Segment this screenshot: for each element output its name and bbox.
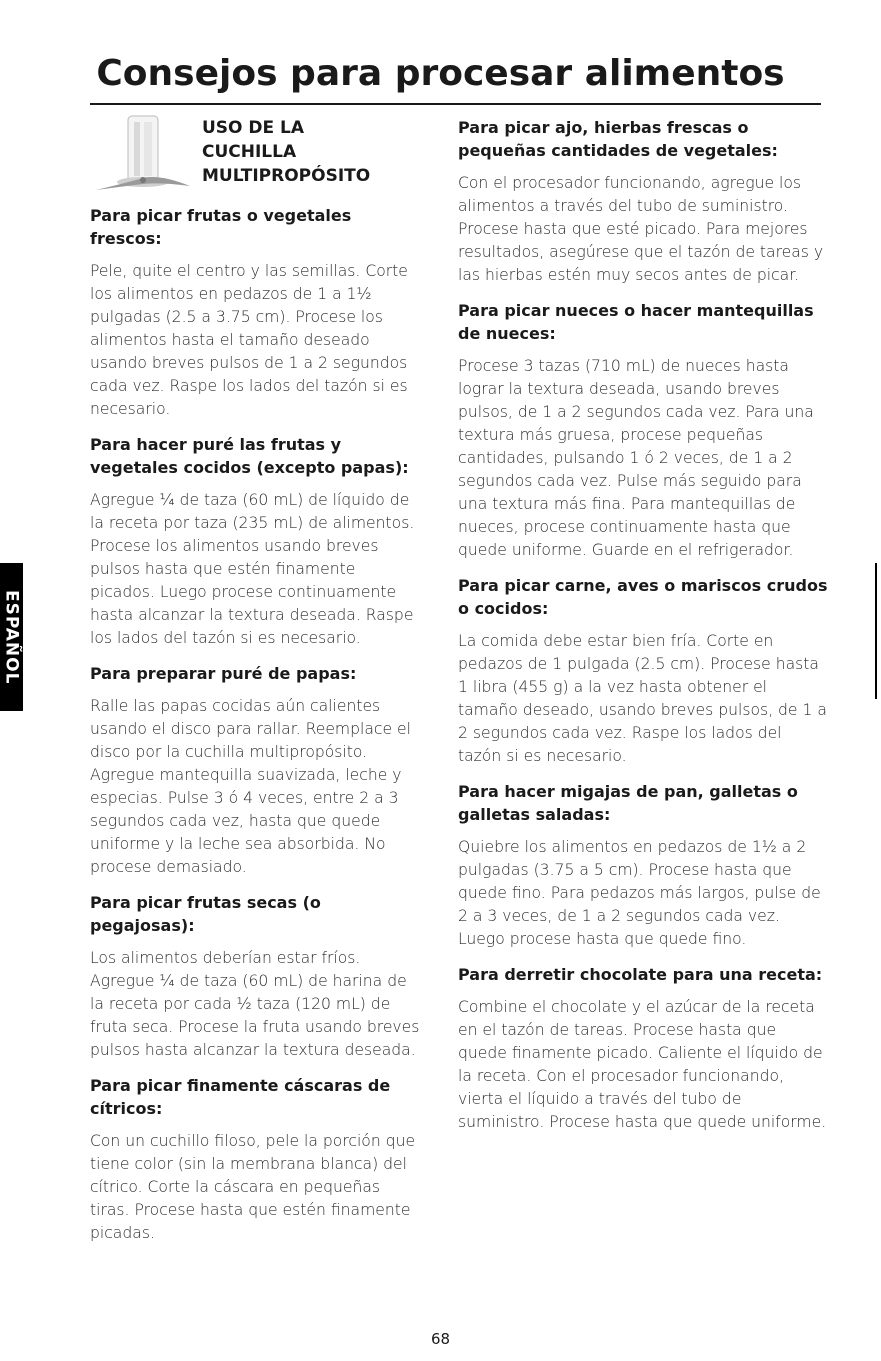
blade-heading-line3: MULTIPROPÓSITO [202, 166, 371, 186]
section-text-chocolate: Combine el chocolate y el azúcar de la receta en el tazón de tareas. Procese hasta que quede finamente picado. Caliente el líquido de la receta. Con el procesador funcionando, vierta el líquido a través del tubo de suministro. Procese hasta que quede uniforme. [458, 998, 827, 1131]
left-column [90, 112, 420, 1245]
section-text-garlic-herbs: Con el procesador funcionando, agregue los alimentos a través del tubo de suministro. Procese hasta que esté picado. Para mejores resultados, asegúrese que el tazón de tareas y las hierbas estén muy secos antes de picar. [458, 174, 824, 284]
page-title: Consejos para procesar alimentos [96, 53, 785, 94]
blade-section-header [90, 112, 420, 196]
title-rule [90, 103, 821, 105]
section-heading-dried-fruits: Para picar frutas secas (o pegajosas): [90, 893, 321, 935]
blade-heading [202, 116, 370, 188]
section-text-nuts: Procese 3 tazas (710 mL) de nueces hasta lograr la textura deseada, usando breves pulsos, de 1 a 2 segundos cada vez. Para una textura más gruesa, procese pequeñas cantidades, pulsando 1 ó 2 veces, de 1 a 2 segundos cada vez. Pulse más seguido para una textura más fina. Para mantequillas de nueces, procese continuamente hasta que quede uniforme. Guarde en el refrigerador. [458, 357, 814, 559]
section-heading-nuts: Para picar nueces o hacer mantequillas de nueces: [458, 301, 814, 343]
section-text-fresh-fruits: Pele, quite el centro y las semillas. Corte los alimentos en pedazos de 1 a 1½ pulgadas (2.5 a 3.75 cm). Procese los alimentos hasta el tamaño deseado usando breves pulsos de 1 a 2 segundos cada vez. Raspe los lados del tazón si es necesario. [90, 262, 408, 418]
section-heading-crumbs: Para hacer migajas de pan, galletas o galletas saladas: [458, 782, 798, 824]
section-text-crumbs: Quiebre los alimentos en pedazos de 1½ a 2 pulgadas (3.75 a 5 cm). Procese hasta que quede fino. Para pedazos más largos, pulse de 2 a 3 veces, de 1 a 2 segundos cada vez. Luego procese hasta que quede fino. [458, 838, 821, 948]
margin-marker-line [875, 563, 877, 699]
section-heading-fresh-fruits: Para picar frutas o vegetales frescos: [90, 206, 352, 248]
section-heading-citrus-peel: Para picar finamente cáscaras de cítricos: [90, 1076, 391, 1118]
section-text-dried-fruits: Los alimentos deberían estar fríos. Agregue ¼ de taza (60 mL) de harina de la receta por cada ½ taza (120 mL) de fruta seca. Procese la fruta usando breves pulsos hasta alcanzar la textura deseada. [90, 949, 420, 1059]
blade-heading-line1: USO DE LA [202, 118, 305, 138]
page-number: 68 [430, 1330, 451, 1348]
section-heading-chocolate: Para derretir chocolate para una receta: [458, 965, 823, 984]
language-side-tab [0, 563, 23, 711]
multipurpose-blade-illustration [90, 112, 194, 196]
section-heading-puree: Para hacer puré las frutas y vegetales cocidos (excepto papas): [90, 435, 409, 477]
blade-heading-line2: CUCHILLA [202, 142, 297, 162]
section-heading-garlic-herbs: Para picar ajo, hierbas frescas o pequeñas cantidades de vegetales: [458, 118, 778, 160]
section-text-mashed-potatoes: Ralle las papas cocidas aún calientes usando el disco para rallar. Reemplace el disco por la cuchilla multipropósito. Agregue mantequilla suavizada, leche y especias. Pulse 3 ó 4 veces, entre 2 a 3 segundos cada vez, hasta que quede uniforme y la leche sea absorbida. No procese demasiado. [90, 697, 411, 876]
section-heading-meat: Para picar carne, aves o mariscos crudos o cocidos: [458, 576, 828, 618]
section-text-meat: La comida debe estar bien fría. Corte en pedazos de 1 pulgada (2.5 cm). Procese hasta 1 libra (455 g) a la vez hasta obtener el tamaño deseado, usando breves pulsos, de 1 a 2 segundos cada vez. Raspe los lados del tazón si es necesario. [458, 632, 827, 765]
language-side-tab-label: ESPAÑOL [1, 589, 22, 685]
right-column [458, 112, 828, 1134]
section-text-citrus-peel: Con un cuchillo filoso, pele la porción que tiene color (sin la membrana blanca) del cítrico. Corte la cáscara en pequeñas tiras. Procese hasta que estén finamente picadas. [90, 1132, 416, 1242]
section-text-puree: Agregue ¼ de taza (60 mL) de líquido de la receta por taza (235 mL) de alimentos. Procese los alimentos usando breves pulsos hasta que estén finamente picados. Luego procese continuamente hasta alcanzar la textura deseada. Raspe los lados del tazón si es necesario. [90, 491, 415, 647]
section-heading-mashed-potatoes: Para preparar puré de papas: [90, 664, 357, 683]
